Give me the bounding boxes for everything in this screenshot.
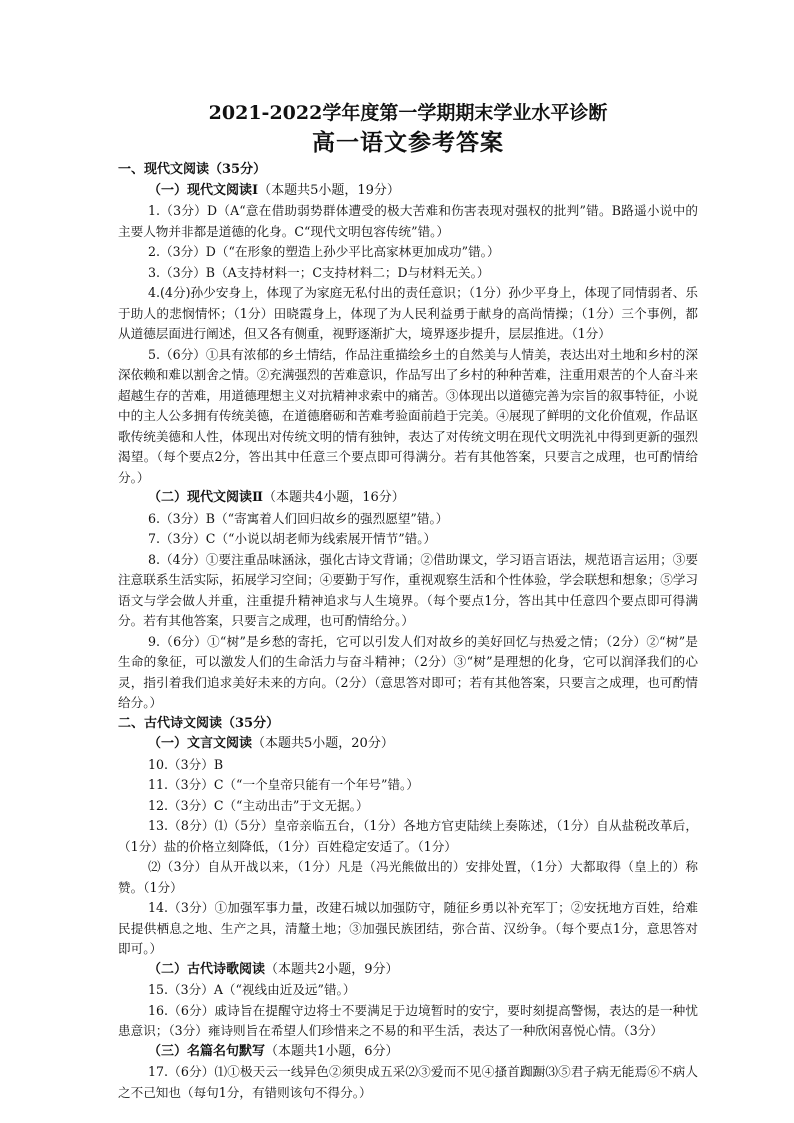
answer-6: 6.（3分）B（“寄寓着人们回归故乡的强烈愿望”错。） xyxy=(148,510,449,526)
answer-5: 5.（6分）①具有浓郁的乡土情结，作品注重描绘乡土的自然美与人情美，表达出对土地和乡村的深深依赖和难以割舍之情。②充满强烈的苦难意识，作品写出了乡村的种种苦难，注重用艰苦的个人奋斗来超越生存的苦难，用道德理想主义对抗精神求索中的痛苦。③体现出以道德完善为宗旨的叙事特征，小说中的主人公多拥有传统美德，在道德磨砺和苦难考验面前趋于完美。④展现了鲜明的文化价值观，作品讴歌传统美德和人性，体现出对传统文明的情有独钟，表达了对传统文明在现代文明洗礼中得到更新的强烈渴望。（每个要点2分，答出其中任意三个要点即可得满分。若有其他答案，只要言之成理，也可酌情给分。） xyxy=(118,346,698,485)
answer-2: 2.（3分）D（“在形象的塑造上孙少平比高家林更加成功”错。） xyxy=(148,244,500,259)
answer-7: 7.（3分）C（“小说以胡老师为线索展开情节”错。） xyxy=(148,531,437,546)
answer-16: 16.（6分）戚诗旨在提醒守边将士不要满足于边境暂时的安宁，要时刻提高警惕，表达的是一种忧患意识；（3分）雍诗则旨在希望人们珍惜来之不易的和平生活，表达了一种欣闲喜悦心情。（3分） xyxy=(118,1002,698,1038)
answer-17: 17.（6分）⑴①极天云一线异色②须臾成五采⑵③爱而不见④搔首踟蹰⑶⑤君子病无能焉⑥不病人之不己知也（每句1分，有错则该句不得分。） xyxy=(118,1064,698,1100)
subsection-label: （一）文言文阅读 xyxy=(148,736,253,751)
answer-4: 4.(4分)孙少安身上，体现了为家庭无私付出的责任意识；（1分）孙少平身上，体现了同情弱者、乐于助人的悲悯情怀；（1分）田晓霞身上，体现了为人民利益勇于献身的高尚情操；（1分）三个事例，都从道德层面进行阐述，但又各有侧重，视野逐渐扩大，境界逐步提升，层层推进。（1分） xyxy=(118,285,698,341)
answer-12: 12.（3分）C（“主动出击”于文无据。） xyxy=(148,797,369,813)
subsection-label: （二）现代文阅读Ⅱ xyxy=(148,490,263,505)
subsection-note: （本题共4小题，16分） xyxy=(262,490,405,505)
answer-title: 高一语文参考答案 xyxy=(312,129,504,156)
subsection-note: （本题共5小题，19分） xyxy=(258,182,400,198)
subsection-note: （本题共5小题，20分） xyxy=(252,736,394,751)
subsection-heading xyxy=(118,488,698,509)
answer-15: 15.（3分）A（“视线由近及远”错。） xyxy=(148,982,356,997)
answer-13-part-1: 13.（8分）⑴（5分）皇帝亲临五台，（1分）各地方官吏陆续上奏陈述，（1分）自从盐税改革后，（1分）盐的价格立刻降低，（1分）百姓稳定安适了。（1分） xyxy=(118,818,698,854)
subsection-heading xyxy=(118,1042,698,1063)
subsection-label: （一）现代文阅读Ⅰ xyxy=(148,182,259,198)
answer-10: 10.（3分）B xyxy=(148,756,224,772)
answer-14: 14.（3分）①加强军事力量，改建石城以加强防守，随征乡勇以补充军丁；②安抚地方百姓，给难民提供栖息之地、生产之具，清釐土地；③加强民族团结，弥合苗、汉纷争。（每个要点1分，意思答对即可。） xyxy=(118,900,698,956)
subsection-label: （三）名篇名句默写 xyxy=(148,1043,266,1059)
answer-8: 8.（4分）①要注重品味涵泳，强化古诗文背诵；②借助课文，学习语言语法，规范语言运用；③要注意联系生活实际，拓展学习空间；④要勤于写作，重视观察生活和个性体验，学会联想和想象；⑤学习语文与学会做人并重，注重提升精神追求与人生境界。（每个要点1分，答出其中任意四个要点即可得满分。若有其他答案，只要言之成理，也可酌情给分。） xyxy=(118,551,698,628)
answer-1: 1.（3分）D（A“意在借助弱势群体遭受的极大苦难和伤害表现对强权的批判”错。B路遥小说中的主要人物并非都是道德的化身。C“现代文明包容传统”错。） xyxy=(118,203,698,239)
answer-3: 3.（3分）B（A支持材料一；C支持材料二；D与材料无关。） xyxy=(148,264,490,280)
subsection-heading xyxy=(118,181,698,202)
subsection-heading xyxy=(118,734,698,755)
section-1-heading: 一、现代文阅读（35分） xyxy=(118,162,267,177)
section-2-heading: 二、古代诗文阅读（35分） xyxy=(118,715,280,731)
answer-9: 9.（6分）①“树”是乡愁的寄托，它可以引发人们对故乡的美好回忆与热爱之情；（2分）②“树”是生命的象征，可以激发人们的生命活力与奋斗精神；（2分）③“树”是理想的化身，它可以润泽我们的心灵，指引着我们追求美好未来的方向。（2分）（意思答对即可；若有其他答案，只要言之成理，也可酌情给分。） xyxy=(118,633,698,710)
answer-11: 11.（3分）C（“一个皇帝只能有一个年号”错。） xyxy=(148,777,419,792)
subsection-note: （本题共2小题，9分） xyxy=(265,961,399,977)
subsection-note: （本题共1小题，6分） xyxy=(265,1043,399,1059)
exam-title: 2021-2022学年度第一学期期末学业水平诊断 xyxy=(208,102,608,124)
subsection-label: （二）古代诗歌阅读 xyxy=(148,961,266,977)
subsection-heading xyxy=(118,960,698,981)
answer-13-part-2: ⑵（3分）自从开战以来，（1分）凡是（冯光熊做出的）安排处置，（1分）大都取得（皇上的）称赞。（1分） xyxy=(118,859,698,895)
